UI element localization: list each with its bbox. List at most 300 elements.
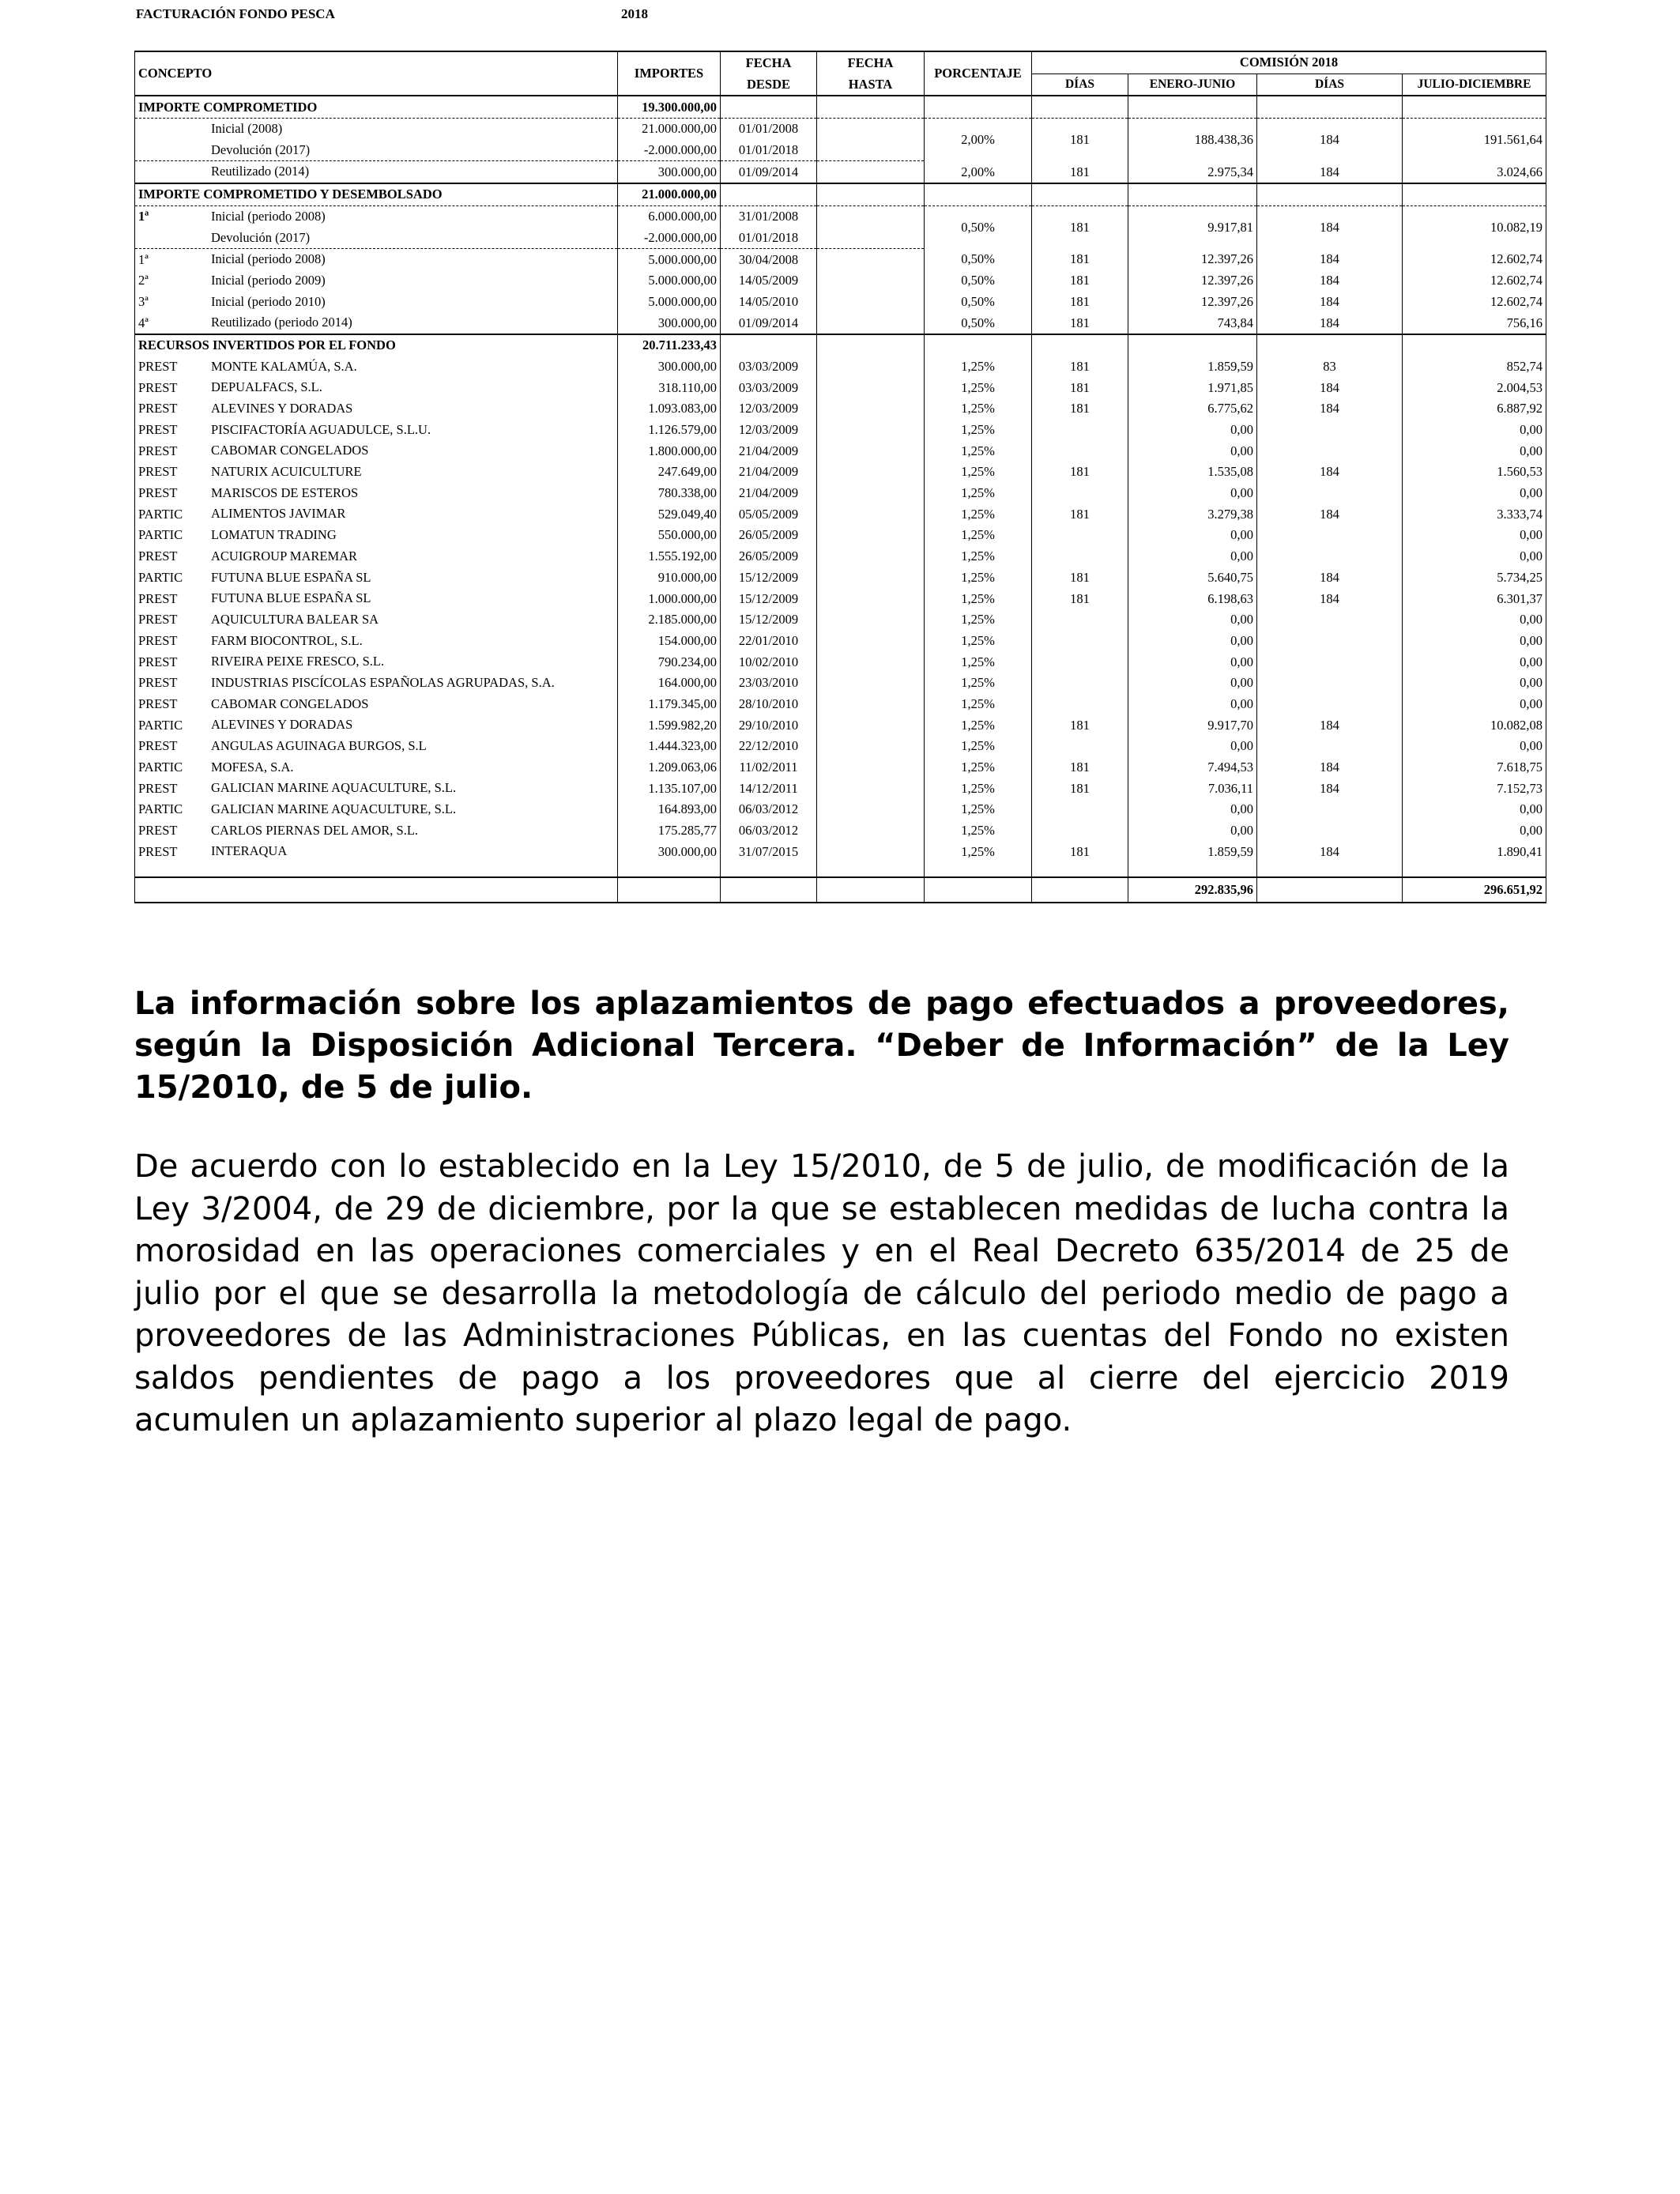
dias2-cell [1257, 736, 1403, 757]
fecha-desde-cell: 21/04/2009 [721, 440, 817, 462]
importe-cell: 21.000.000,00 [618, 119, 721, 140]
table-row [135, 483, 1546, 504]
section-row [135, 334, 1546, 356]
concepto-cell: FARM BIOCONTROL, S.L. [211, 632, 363, 648]
enero-junio-cell: 1.859,59 [1128, 841, 1257, 862]
julio-diciembre-cell: 0,00 [1403, 440, 1546, 462]
col-fecha-desde-1: FECHA [721, 51, 817, 74]
dias2-cell: 184 [1257, 462, 1403, 483]
julio-diciembre-cell: 0,00 [1403, 651, 1546, 673]
julio-diciembre-cell: 1.890,41 [1403, 841, 1546, 862]
julio-diciembre-cell: 3.333,74 [1403, 503, 1546, 525]
importe-cell: 164.000,00 [618, 673, 721, 694]
julio-diciembre-cell: 0,00 [1403, 673, 1546, 694]
enero-junio-cell: 12.397,26 [1128, 292, 1257, 313]
concepto-cell: MARISCOS DE ESTEROS [211, 484, 359, 500]
dias1-cell: 181 [1032, 503, 1128, 525]
enero-junio-cell: 1.971,85 [1128, 377, 1257, 398]
enero-junio-cell: 0,00 [1128, 673, 1257, 694]
tipo-cell: PREST [138, 823, 178, 839]
importe-cell: 1.800.000,00 [618, 440, 721, 462]
enero-junio-cell: 0,00 [1128, 609, 1257, 631]
enero-junio-cell: 12.397,26 [1128, 249, 1257, 270]
importe-cell: 1.135.107,00 [618, 778, 721, 799]
porcentaje-cell: 0,50% [925, 249, 1032, 270]
fecha-desde-cell: 30/04/2008 [721, 249, 817, 270]
importe-cell: 300.000,00 [618, 312, 721, 334]
enero-junio-cell: 3.279,38 [1128, 503, 1257, 525]
dias1-cell: 181 [1032, 270, 1128, 292]
importe-cell: 300.000,00 [618, 161, 721, 183]
importe-cell: 1.209.063,06 [618, 757, 721, 778]
enero-junio-cell: 0,00 [1128, 651, 1257, 673]
fecha-desde-cell: 05/05/2009 [721, 503, 817, 525]
fecha-desde-cell: 15/12/2009 [721, 609, 817, 631]
col-fecha-desde-2: DESDE [721, 74, 817, 96]
concepto-cell: Inicial (periodo 2010) [211, 293, 326, 309]
fecha-desde-cell: 15/12/2009 [721, 567, 817, 589]
importe-cell: 1.599.982,20 [618, 714, 721, 736]
table-row [135, 567, 1546, 589]
dias1-cell [1032, 651, 1128, 673]
table-row [135, 377, 1546, 398]
porcentaje-cell: 2,00% [925, 161, 1032, 183]
tipo-cell: PARTIC [138, 760, 183, 775]
concepto-cell: Devolución (2017) [211, 229, 311, 245]
importe-cell: 910.000,00 [618, 567, 721, 589]
dias2-cell: 184 [1257, 567, 1403, 589]
header-title: FACTURACIÓN FONDO PESCA [136, 6, 335, 21]
dias2-cell [1257, 820, 1403, 842]
concepto-cell: MOFESA, S.A. [211, 759, 294, 775]
importe-cell: 154.000,00 [618, 631, 721, 652]
table-row [135, 205, 1546, 227]
section-amount: 20.711.233,43 [618, 334, 721, 356]
importe-cell: 164.893,00 [618, 799, 721, 820]
table-row [135, 778, 1546, 799]
total-julio-diciembre: 296.651,92 [1403, 877, 1546, 903]
porcentaje-cell: 1,25% [925, 356, 1032, 378]
col-comision: COMISIÓN 2018 [1032, 51, 1546, 74]
julio-diciembre-cell: 0,00 [1403, 820, 1546, 842]
dias2-cell: 184 [1257, 270, 1403, 292]
billing-table [134, 51, 1546, 903]
table-row [135, 161, 1546, 183]
dias2-cell: 83 [1257, 356, 1403, 378]
tipo-cell: PREST [138, 654, 178, 669]
dias1-cell [1032, 440, 1128, 462]
tipo-cell: 3ª [138, 293, 149, 309]
table-header [135, 51, 1546, 96]
dias2-cell: 184 [1257, 398, 1403, 420]
julio-diciembre-cell: 0,00 [1403, 546, 1546, 567]
table-row [135, 799, 1546, 820]
fecha-desde-cell: 29/10/2010 [721, 714, 817, 736]
tipo-cell: PARTIC [138, 527, 183, 543]
table-row [135, 631, 1546, 652]
table-row [135, 312, 1546, 334]
tipo-cell: PREST [138, 780, 178, 796]
porcentaje-cell: 1,25% [925, 420, 1032, 441]
importe-cell: 1.555.192,00 [618, 546, 721, 567]
dias2-cell [1257, 651, 1403, 673]
table-row [135, 462, 1546, 483]
porcentaje-cell: 2,00% [925, 119, 1032, 161]
fecha-desde-cell: 22/01/2010 [721, 631, 817, 652]
concepto-cell: ALIMENTOS JAVIMAR [211, 506, 346, 522]
enero-junio-cell: 0,00 [1128, 525, 1257, 546]
col-fecha-hasta-1: FECHA [817, 51, 925, 74]
col-concepto: CONCEPTO [135, 51, 618, 96]
fecha-desde-cell: 26/05/2009 [721, 546, 817, 567]
table-row [135, 292, 1546, 313]
dias1-cell [1032, 799, 1128, 820]
dias1-cell: 181 [1032, 249, 1128, 270]
table-row [135, 398, 1546, 420]
table-row [135, 651, 1546, 673]
fecha-desde-cell: 23/03/2010 [721, 673, 817, 694]
fecha-desde-cell: 31/07/2015 [721, 841, 817, 862]
spacer-row [135, 862, 1546, 877]
concepto-cell: FUTUNA BLUE ESPAÑA SL [211, 569, 371, 585]
dias2-cell: 184 [1257, 312, 1403, 334]
fecha-desde-cell: 21/04/2009 [721, 483, 817, 504]
tipo-cell: PREST [138, 632, 178, 648]
table-row [135, 673, 1546, 694]
tipo-cell: 4ª [138, 315, 149, 330]
dias1-cell: 181 [1032, 714, 1128, 736]
enero-junio-cell: 9.917,70 [1128, 714, 1257, 736]
tipo-cell: PREST [138, 590, 178, 606]
importe-cell: 5.000.000,00 [618, 270, 721, 292]
dias2-cell: 184 [1257, 119, 1403, 161]
fecha-desde-cell: 31/01/2008 [721, 205, 817, 227]
dias1-cell: 181 [1032, 356, 1128, 378]
fecha-desde-cell: 11/02/2011 [721, 757, 817, 778]
julio-diciembre-cell: 6.301,37 [1403, 588, 1546, 609]
section-title: RECURSOS INVERTIDOS POR EL FONDO [135, 334, 618, 356]
fecha-desde-cell: 21/04/2009 [721, 462, 817, 483]
col-enero-junio: ENERO-JUNIO [1128, 74, 1257, 96]
concepto-cell: FUTUNA BLUE ESPAÑA SL [211, 590, 371, 606]
totals-row [135, 877, 1546, 903]
enero-junio-cell: 7.036,11 [1128, 778, 1257, 799]
section-amount: 21.000.000,00 [618, 183, 721, 205]
dias2-cell [1257, 420, 1403, 441]
concepto-cell: LOMATUN TRADING [211, 527, 337, 543]
fecha-desde-cell: 28/10/2010 [721, 694, 817, 715]
julio-diciembre-cell: 12.602,74 [1403, 270, 1546, 292]
concepto-cell: GALICIAN MARINE AQUACULTURE, S.L. [211, 780, 457, 796]
dias2-cell [1257, 799, 1403, 820]
porcentaje-cell: 1,25% [925, 609, 1032, 631]
col-dias-2: DÍAS [1257, 74, 1403, 96]
tipo-cell: PREST [138, 548, 178, 564]
fecha-desde-cell: 01/09/2014 [721, 161, 817, 183]
tipo-cell: PREST [138, 464, 178, 480]
enero-junio-cell: 0,00 [1128, 799, 1257, 820]
importe-cell: 790.234,00 [618, 651, 721, 673]
dias2-cell: 184 [1257, 714, 1403, 736]
porcentaje-cell: 1,25% [925, 588, 1032, 609]
importe-cell: 5.000.000,00 [618, 292, 721, 313]
tipo-cell: PREST [138, 696, 178, 711]
section-amount: 19.300.000,00 [618, 96, 721, 118]
julio-diciembre-cell: 1.560,53 [1403, 462, 1546, 483]
table-row [135, 694, 1546, 715]
section-row [135, 183, 1546, 205]
porcentaje-cell: 1,25% [925, 631, 1032, 652]
julio-diciembre-cell: 0,00 [1403, 483, 1546, 504]
enero-junio-cell: 12.397,26 [1128, 270, 1257, 292]
dias1-cell: 181 [1032, 567, 1128, 589]
importe-cell: 300.000,00 [618, 356, 721, 378]
dias2-cell [1257, 440, 1403, 462]
julio-diciembre-cell: 0,00 [1403, 631, 1546, 652]
enero-junio-cell: 0,00 [1128, 546, 1257, 567]
dias2-cell [1257, 673, 1403, 694]
julio-diciembre-cell: 191.561,64 [1403, 119, 1546, 161]
importe-cell: 1.093.083,00 [618, 398, 721, 420]
porcentaje-cell: 1,25% [925, 673, 1032, 694]
dias1-cell: 181 [1032, 841, 1128, 862]
julio-diciembre-cell: 0,00 [1403, 609, 1546, 631]
fecha-desde-cell: 26/05/2009 [721, 525, 817, 546]
porcentaje-cell: 1,25% [925, 440, 1032, 462]
fecha-desde-cell: 10/02/2010 [721, 651, 817, 673]
enero-junio-cell: 9.917,81 [1128, 205, 1257, 248]
tipo-cell: PREST [138, 358, 178, 374]
julio-diciembre-cell: 0,00 [1403, 420, 1546, 441]
dias2-cell: 184 [1257, 841, 1403, 862]
enero-junio-cell: 1.535,08 [1128, 462, 1257, 483]
table-body [135, 96, 1546, 903]
julio-diciembre-cell: 852,74 [1403, 356, 1546, 378]
dias1-cell [1032, 420, 1128, 441]
dias1-cell: 181 [1032, 119, 1128, 161]
col-julio-diciembre: JULIO-DICIEMBRE [1403, 74, 1546, 96]
enero-junio-cell: 0,00 [1128, 694, 1257, 715]
table-row [135, 356, 1546, 378]
fecha-desde-cell: 01/01/2008 [721, 119, 817, 140]
porcentaje-cell: 1,25% [925, 820, 1032, 842]
tipo-cell: PARTIC [138, 569, 183, 585]
dias1-cell [1032, 631, 1128, 652]
tipo-cell: PREST [138, 843, 178, 859]
concepto-cell: CABOMAR CONGELADOS [211, 696, 369, 711]
tipo-cell: PREST [138, 675, 178, 691]
importe-cell: 780.338,00 [618, 483, 721, 504]
fecha-desde-cell: 01/01/2018 [721, 140, 817, 161]
concepto-cell: DEPUALFACS, S.L. [211, 379, 322, 395]
julio-diciembre-cell: 3.024,66 [1403, 161, 1546, 183]
concepto-cell: ANGULAS AGUINAGA BURGOS, S.L [211, 738, 427, 753]
concepto-cell: INDUSTRIAS PISCÍCOLAS ESPAÑOLAS AGRUPADAS, S.A. [211, 674, 555, 690]
porcentaje-cell: 0,50% [925, 312, 1032, 334]
dias2-cell: 184 [1257, 292, 1403, 313]
porcentaje-cell: 1,25% [925, 483, 1032, 504]
porcentaje-cell: 1,25% [925, 841, 1032, 862]
table-row [135, 714, 1546, 736]
table-row [135, 503, 1546, 525]
table-row [135, 820, 1546, 842]
table-row [135, 546, 1546, 567]
dias1-cell: 181 [1032, 462, 1128, 483]
enero-junio-cell: 6.775,62 [1128, 398, 1257, 420]
importe-cell: 1.000.000,00 [618, 588, 721, 609]
fecha-desde-cell: 03/03/2009 [721, 356, 817, 378]
porcentaje-cell: 0,50% [925, 205, 1032, 248]
julio-diciembre-cell: 5.734,25 [1403, 567, 1546, 589]
document-header [136, 6, 648, 22]
dias1-cell: 181 [1032, 205, 1128, 248]
col-fecha-hasta-2: HASTA [817, 74, 925, 96]
tipo-cell: 1ª [138, 251, 149, 267]
porcentaje-cell: 0,50% [925, 270, 1032, 292]
porcentaje-cell: 1,25% [925, 736, 1032, 757]
section-row [135, 96, 1546, 118]
concepto-cell: AQUICULTURA BALEAR SA [211, 611, 379, 627]
importe-cell: 247.649,00 [618, 462, 721, 483]
importe-cell: 1.126.579,00 [618, 420, 721, 441]
julio-diciembre-cell: 7.618,75 [1403, 757, 1546, 778]
enero-junio-cell: 0,00 [1128, 631, 1257, 652]
dias2-cell: 184 [1257, 161, 1403, 183]
enero-junio-cell: 0,00 [1128, 483, 1257, 504]
porcentaje-cell: 1,25% [925, 462, 1032, 483]
julio-diciembre-cell: 6.887,92 [1403, 398, 1546, 420]
tipo-cell: PARTIC [138, 801, 183, 817]
importe-cell: 175.285,77 [618, 820, 721, 842]
dias1-cell: 181 [1032, 588, 1128, 609]
enero-junio-cell: 1.859,59 [1128, 356, 1257, 378]
julio-diciembre-cell: 0,00 [1403, 525, 1546, 546]
enero-junio-cell: 0,00 [1128, 440, 1257, 462]
body-paragraph: De acuerdo con lo establecido en la Ley 15/2010, de 5 de julio, de modificación de la Ley 3/2004, de 29 de diciembre, por la que se establecen medidas de lucha contra la morosidad en las operaciones comerciales y en el Real Decreto 635/2014 de 25 de julio por el que se desarrolla la metodología de cálculo del periodo medio de pago a proveedores de las Administraciones Públicas, en las cuentas del Fondo no existen saldos pendientes de pago a los proveedores que al cierre del ejercicio 2019 acumulen un aplazamiento superior al plazo legal de pago. [134, 1148, 1509, 1438]
importe-cell: 5.000.000,00 [618, 249, 721, 270]
section-title: IMPORTE COMPROMETIDO [135, 96, 618, 118]
julio-diciembre-cell: 12.602,74 [1403, 292, 1546, 313]
table-row [135, 757, 1546, 778]
fecha-desde-cell: 03/03/2009 [721, 377, 817, 398]
julio-diciembre-cell: 0,00 [1403, 799, 1546, 820]
enero-junio-cell: 7.494,53 [1128, 757, 1257, 778]
importe-cell: 529.049,40 [618, 503, 721, 525]
fecha-desde-cell: 12/03/2009 [721, 398, 817, 420]
dias2-cell [1257, 525, 1403, 546]
porcentaje-cell: 1,25% [925, 651, 1032, 673]
tipo-cell: 1ª [138, 209, 149, 224]
importe-cell: 1.179.345,00 [618, 694, 721, 715]
table-row [135, 609, 1546, 631]
dias1-cell [1032, 694, 1128, 715]
porcentaje-cell: 1,25% [925, 778, 1032, 799]
fecha-desde-cell: 14/05/2009 [721, 270, 817, 292]
col-importes: IMPORTES [618, 51, 721, 96]
concepto-cell: Devolución (2017) [211, 141, 311, 157]
dias1-cell: 181 [1032, 161, 1128, 183]
porcentaje-cell: 1,25% [925, 714, 1032, 736]
dias1-cell [1032, 609, 1128, 631]
dias1-cell [1032, 820, 1128, 842]
porcentaje-cell: 1,25% [925, 398, 1032, 420]
table-row [135, 588, 1546, 609]
fecha-desde-cell: 15/12/2009 [721, 588, 817, 609]
fecha-desde-cell: 06/03/2012 [721, 799, 817, 820]
concepto-cell: Inicial (periodo 2009) [211, 272, 326, 288]
table-row [135, 736, 1546, 757]
table-row [135, 119, 1546, 140]
fecha-desde-cell: 14/05/2010 [721, 292, 817, 313]
dias2-cell: 184 [1257, 503, 1403, 525]
total-enero-junio: 292.835,96 [1128, 877, 1257, 903]
julio-diciembre-cell: 2.004,53 [1403, 377, 1546, 398]
dias2-cell: 184 [1257, 778, 1403, 799]
dias1-cell: 181 [1032, 377, 1128, 398]
table-row [135, 841, 1546, 862]
dias1-cell [1032, 546, 1128, 567]
enero-junio-cell: 188.438,36 [1128, 119, 1257, 161]
tipo-cell: PREST [138, 443, 178, 458]
dias2-cell: 184 [1257, 377, 1403, 398]
dias2-cell: 184 [1257, 249, 1403, 270]
importe-cell: 318.110,00 [618, 377, 721, 398]
dias2-cell: 184 [1257, 588, 1403, 609]
concepto-cell: CABOMAR CONGELADOS [211, 443, 369, 458]
concepto-cell: Inicial (periodo 2008) [211, 251, 326, 267]
table-row [135, 270, 1546, 292]
porcentaje-cell: 1,25% [925, 799, 1032, 820]
concepto-cell: GALICIAN MARINE AQUACULTURE, S.L. [211, 801, 457, 817]
fecha-desde-cell: 22/12/2010 [721, 736, 817, 757]
importe-cell: -2.000.000,00 [618, 140, 721, 161]
concepto-cell: PISCIFACTORÍA AGUADULCE, S.L.U. [211, 421, 431, 437]
concepto-cell: Reutilizado (2014) [211, 164, 310, 179]
dias2-cell [1257, 609, 1403, 631]
importe-cell: 300.000,00 [618, 841, 721, 862]
porcentaje-cell: 0,50% [925, 292, 1032, 313]
tipo-cell: PREST [138, 738, 178, 754]
porcentaje-cell: 1,25% [925, 525, 1032, 546]
importe-cell: 550.000,00 [618, 525, 721, 546]
julio-diciembre-cell: 0,00 [1403, 736, 1546, 757]
tipo-cell: PARTIC [138, 506, 183, 522]
table-row [135, 440, 1546, 462]
section-heading: La información sobre los aplazamientos de pago efectuados a proveedores, según la Disposición Adicional Tercera. “Deber de Información” de la Ley 15/2010, de 5 de julio. [134, 986, 1509, 1106]
importe-cell: 2.185.000,00 [618, 609, 721, 631]
dias2-cell: 184 [1257, 757, 1403, 778]
tipo-cell: PREST [138, 422, 178, 438]
concepto-cell: INTERAQUA [211, 843, 288, 859]
dias2-cell: 184 [1257, 205, 1403, 248]
julio-diciembre-cell: 0,00 [1403, 694, 1546, 715]
fecha-desde-cell: 14/12/2011 [721, 778, 817, 799]
julio-diciembre-cell: 756,16 [1403, 312, 1546, 334]
table-row [135, 249, 1546, 270]
fecha-desde-cell: 06/03/2012 [721, 820, 817, 842]
col-dias-1: DÍAS [1032, 74, 1128, 96]
tipo-cell: PARTIC [138, 717, 183, 733]
julio-diciembre-cell: 7.152,73 [1403, 778, 1546, 799]
porcentaje-cell: 1,25% [925, 503, 1032, 525]
dias1-cell: 181 [1032, 292, 1128, 313]
fecha-desde-cell: 01/09/2014 [721, 312, 817, 334]
importe-cell: 6.000.000,00 [618, 205, 721, 227]
porcentaje-cell: 1,25% [925, 377, 1032, 398]
dias1-cell [1032, 483, 1128, 504]
enero-junio-cell: 5.640,75 [1128, 567, 1257, 589]
concepto-cell: Inicial (2008) [211, 121, 283, 137]
